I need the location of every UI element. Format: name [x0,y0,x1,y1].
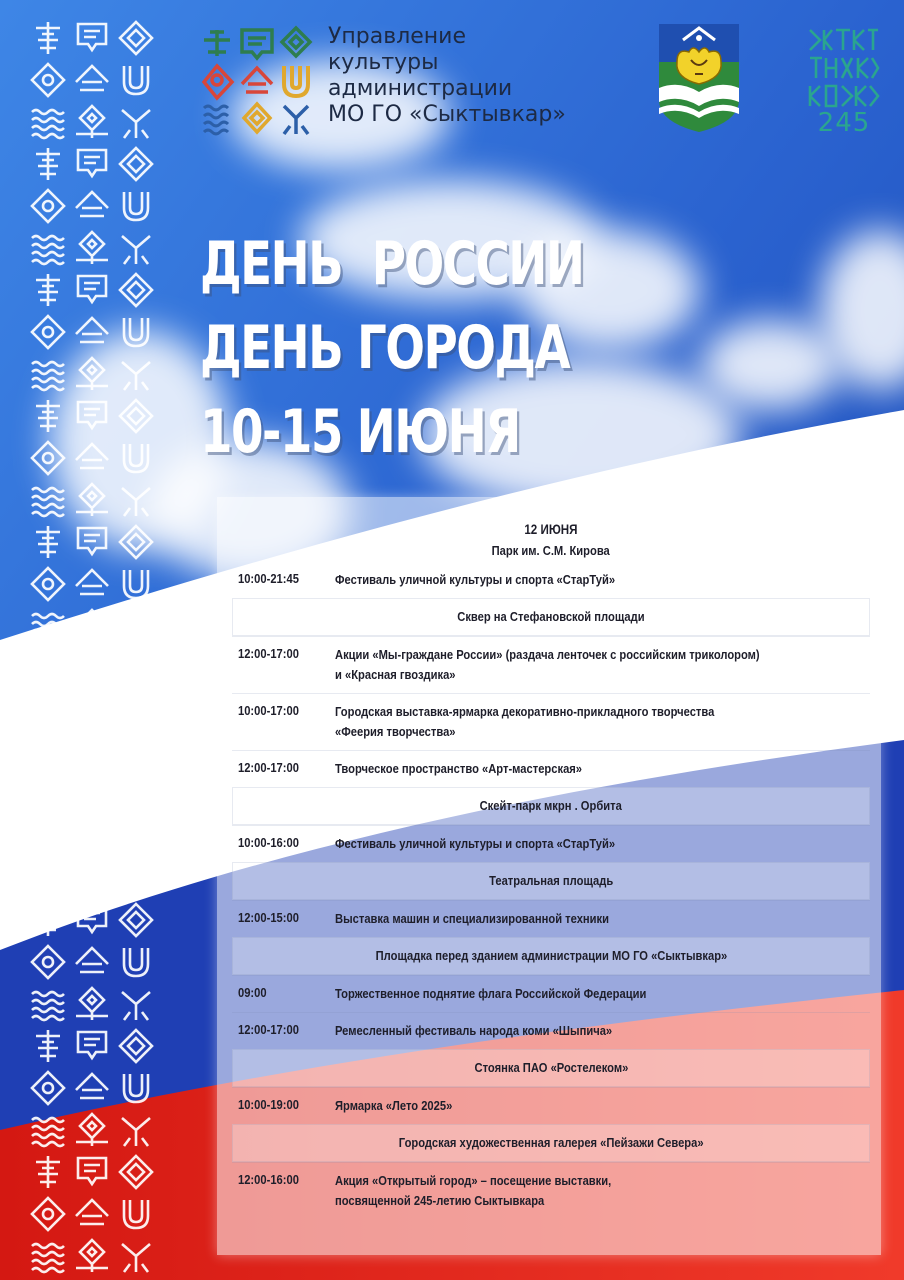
circle-diamond-ornament-icon [30,314,66,350]
cross-diamond-ornament-icon [74,1238,110,1274]
mirror-ornament-icon [74,650,110,686]
event-description: Акции «Мы-граждане России» (раздача ленточек с российским триколором) и «Красная гвоздика» [335,647,760,682]
event-time: 10:00-16:00 [238,835,299,850]
tree-ornament-icon [30,524,66,560]
cross-diamond-ornament-icon [74,230,110,266]
tree-ornament-icon [30,398,66,434]
mirror-ornament-icon [74,1028,110,1064]
tree-ornament-icon [30,272,66,308]
schedule-date: 12 ИЮНЯ [524,522,578,537]
diamond-ornament-icon [118,146,154,182]
figure-ornament-icon [118,1112,154,1148]
wave-ornament-icon [30,1112,66,1148]
event-description: Творческое пространство «Арт-мастерская» [335,761,583,776]
circle-diamond-ornament-icon [30,440,66,476]
mirror-ornament-icon [74,1154,110,1190]
event-time: 10:00-21:45 [238,571,299,586]
event-row [232,825,870,862]
venue-heading: Стоянка ПАО «Ростелеком» [232,1049,870,1087]
event-row [232,1087,870,1124]
roof-ornament-icon [74,566,110,602]
roof-ornament-icon [74,944,110,980]
horseshoe-ornament-icon [118,62,154,98]
horseshoe-ornament-icon [118,818,154,854]
circle-diamond-ornament-icon [30,692,66,728]
cross-diamond-ornament-icon [74,860,110,896]
wave-ornament-icon [30,608,66,644]
mirror-ornament-icon [74,524,110,560]
figure-ornament-icon [118,1238,154,1274]
circle-diamond-ornament-icon [30,566,66,602]
diamond-ornament-icon [118,398,154,434]
event-time: 12:00-17:00 [238,760,299,775]
tree-ornament-icon [30,776,66,812]
tree-ornament-icon [30,20,66,56]
event-time: 12:00-16:00 [238,1172,299,1187]
horseshoe-ornament-icon [118,692,154,728]
mirror-ornament-icon [74,776,110,812]
event-row [232,562,870,598]
org-name-line: администрации [328,76,513,101]
cross-diamond-ornament-icon [74,734,110,770]
tree-ornament-icon [30,146,66,182]
roof-ornament-icon [74,440,110,476]
tree-ornament-icon [30,902,66,938]
event-description: Городская выставка-ярмарка декоративно-прикладного творчества «Феерия творчества» [335,704,715,739]
event-time: 12:00-17:00 [238,1022,299,1037]
event-description: Фестиваль уличной культуры и спорта «СтарТуй» [335,572,616,587]
event-time: 10:00-19:00 [238,1097,299,1112]
mirror-ornament-icon [74,146,110,182]
mirror-ornament-icon [74,902,110,938]
horseshoe-ornament-icon [118,1196,154,1232]
event-row [232,1162,870,1219]
event-description: Фестиваль уличной культуры и спорта «СтарТуй» [335,836,616,851]
diamond-ornament-icon [118,776,154,812]
figure-ornament-icon [118,356,154,392]
wave-ornament-icon [30,1238,66,1274]
wave-ornament-icon [30,734,66,770]
event-row [232,900,870,937]
diamond-ornament-icon [118,650,154,686]
syktyvkar-coat-of-arms-icon [657,22,741,134]
wave-ornament-icon [30,482,66,518]
horseshoe-ornament-icon [118,566,154,602]
horseshoe-ornament-icon [118,1070,154,1106]
venue-heading: Сквер на Стефановской площади [232,598,870,636]
diamond-ornament-icon [118,1028,154,1064]
syktyvkar-245-logo-icon [806,24,882,108]
diamond-ornament-icon [118,272,154,308]
roof-ornament-icon [74,1070,110,1106]
circle-diamond-ornament-icon [30,818,66,854]
wave-ornament-icon [30,986,66,1022]
poster-title [200,222,637,474]
circle-diamond-ornament-icon [30,1196,66,1232]
figure-ornament-icon [118,860,154,896]
venue-heading: Скейт-парк мкрн . Орбита [232,787,870,825]
roof-ornament-icon [74,692,110,728]
org-name-line: Управление [328,24,467,49]
cross-diamond-ornament-icon [74,1112,110,1148]
figure-ornament-icon [118,986,154,1022]
diamond-ornament-icon [118,524,154,560]
event-row [232,636,870,693]
venue-heading: Парк им. С.М. Кирова [491,543,611,558]
mirror-ornament-icon [74,20,110,56]
event-description: Торжественное поднятие флага Российской Федерации [335,986,647,1001]
horseshoe-ornament-icon [118,188,154,224]
event-time: 12:00-17:00 [238,646,299,661]
roof-ornament-icon [74,188,110,224]
venue-heading: Площадка перед зданием администрации МО ГО «Сыктывкар» [232,937,870,975]
roof-ornament-icon [74,818,110,854]
circle-diamond-ornament-icon [30,188,66,224]
cloud [700,320,840,410]
circle-diamond-ornament-icon [30,944,66,980]
diamond-ornament-icon [118,902,154,938]
organization-name [328,24,608,128]
roof-ornament-icon [74,62,110,98]
cross-diamond-ornament-icon [74,482,110,518]
event-description: Ремесленный фестиваль народа коми «Шыпича» [335,1023,613,1038]
cross-diamond-ornament-icon [74,104,110,140]
figure-ornament-icon [118,230,154,266]
venue-heading: Театральная площадь [232,862,870,900]
horseshoe-ornament-icon [118,944,154,980]
roof-ornament-icon [74,1196,110,1232]
figure-ornament-icon [118,608,154,644]
tree-ornament-icon [30,1154,66,1190]
event-description: Ярмарка «Лето 2025» [335,1098,453,1113]
figure-ornament-icon [118,734,154,770]
event-description: Выставка машин и специализированной техники [335,911,610,926]
event-time: 12:00-15:00 [238,910,299,925]
circle-diamond-ornament-icon [30,1070,66,1106]
mirror-ornament-icon [74,272,110,308]
figure-ornament-icon [118,482,154,518]
roof-ornament-icon [74,314,110,350]
figure-ornament-icon [118,104,154,140]
diamond-ornament-icon [118,1154,154,1190]
title-line: 10-15 ИЮНЯ [200,397,520,467]
event-description: Акция «Открытый город» – посещение выставки, посвященной 245-летию Сыктывкара [335,1173,612,1208]
event-time: 10:00-17:00 [238,703,299,718]
cross-diamond-ornament-icon [74,608,110,644]
ornament-column [30,20,160,1260]
circle-diamond-ornament-icon [30,62,66,98]
event-row [232,1012,870,1049]
cross-diamond-ornament-icon [74,356,110,392]
event-row [232,975,870,1012]
komi-ornament-logo-icon [200,22,318,140]
tree-ornament-icon [30,650,66,686]
wave-ornament-icon [30,104,66,140]
schedule [232,520,870,1219]
city-logo-number: 245 [817,108,871,138]
event-row [232,693,870,750]
horseshoe-ornament-icon [118,440,154,476]
title-line: ДЕНЬ ГОРОДА [200,313,570,383]
org-name-line: МО ГО «Сыктывкар» [328,102,566,127]
tree-ornament-icon [30,1028,66,1064]
title-line: ДЕНЬ РОССИИ [200,229,584,299]
venue-heading: Городская художественная галерея «Пейзажи Севера» [232,1124,870,1162]
mirror-ornament-icon [74,398,110,434]
wave-ornament-icon [30,230,66,266]
horseshoe-ornament-icon [118,314,154,350]
wave-ornament-icon [30,356,66,392]
cross-diamond-ornament-icon [74,986,110,1022]
event-time: 09:00 [238,985,267,1000]
wave-ornament-icon [30,860,66,896]
diamond-ornament-icon [118,20,154,56]
org-name-line: культуры [328,50,439,75]
event-row [232,750,870,787]
